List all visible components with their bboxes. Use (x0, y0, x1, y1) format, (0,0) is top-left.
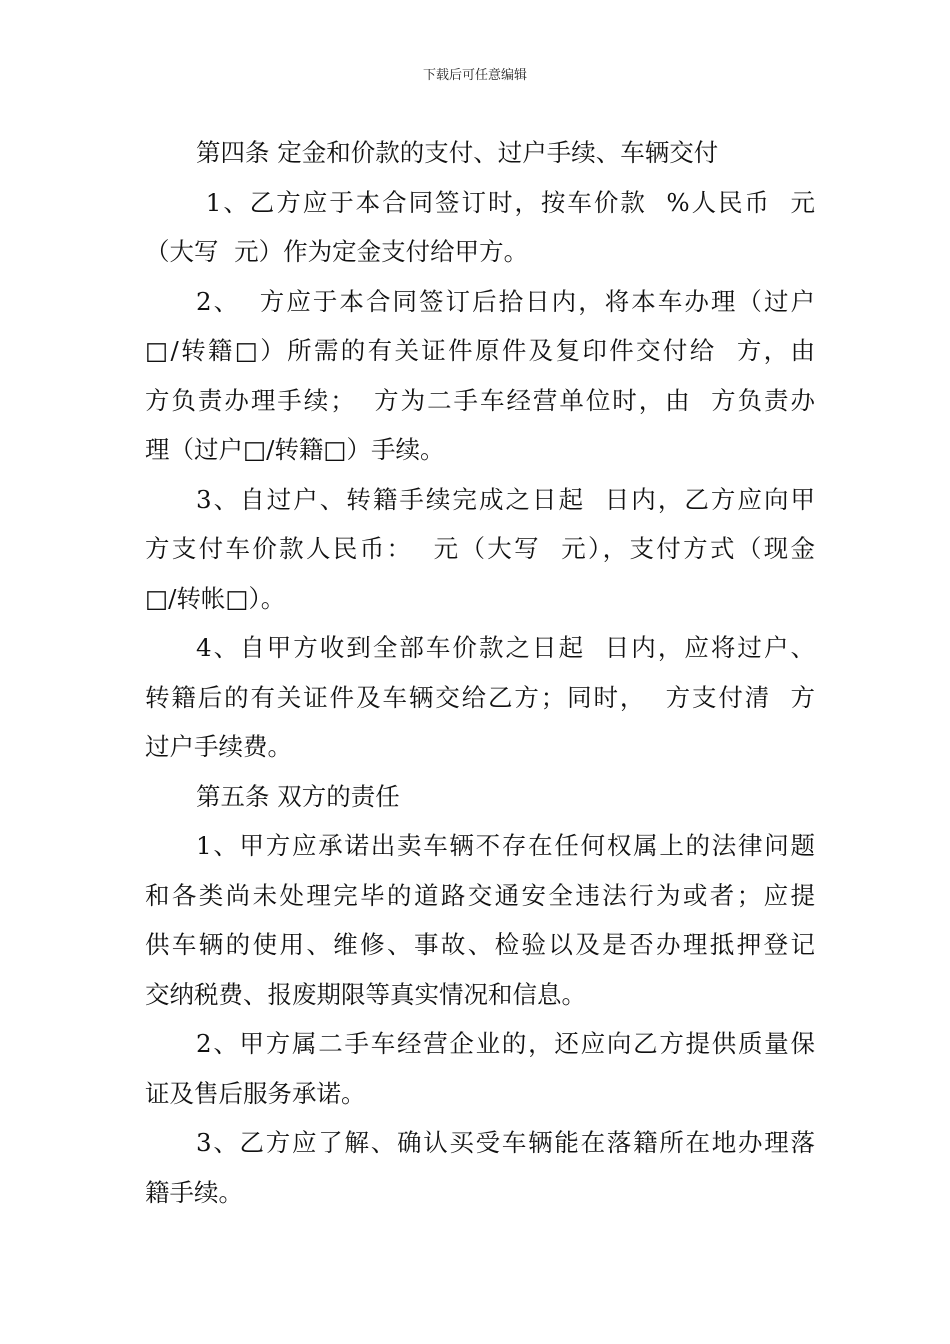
paragraph-line: 2、甲方属二手车经营企业的，还应向乙方提供质量保 (196, 1029, 815, 1058)
paragraph-line: 供车辆的使用、维修、事故、检验以及是否办理抵押登记 (145, 930, 815, 959)
article-5-heading: 第五条 双方的责任 (196, 781, 400, 811)
paragraph-line: 理（过户□/转籍□）手续。 (145, 435, 445, 464)
paragraph-line: 籍手续。 (145, 1177, 243, 1207)
paragraph-line: （大写 元）作为定金支付给甲方。 (145, 237, 529, 266)
contract-body (145, 128, 815, 1217)
paragraph-line: 4、自甲方收到全部车价款之日起 日内，应将过户、 (196, 633, 815, 662)
paragraph-line: 交纳税费、报废期限等真实情况和信息。 (145, 979, 586, 1009)
paragraph-line: 转籍后的有关证件及车辆交给乙方；同时， 方支付清 方 (145, 682, 815, 712)
paragraph-line: 方支付车价款人民币： 元（大写 元），支付方式（现金 (145, 534, 815, 563)
paragraph-line: 3、自过户、转籍手续完成之日起 日内，乙方应向甲 (196, 484, 815, 514)
paragraph-line: 过户手续费。 (145, 732, 292, 761)
paragraph-line: □/转籍□）所需的有关证件原件及复印件交付给 方，由 (145, 336, 815, 365)
paragraph-line: 3、乙方应了解、确认买受车辆能在落籍所在地办理落 (196, 1128, 815, 1157)
article-4-heading: 第四条 定金和价款的支付、过户手续、车辆交付 (196, 138, 719, 167)
paragraph-line: 1、乙方应于本合同签订时，按车价款 %人民币 元 (196, 187, 815, 217)
page-header: 下载后可任意编辑 (422, 68, 527, 83)
paragraph-line: □/转帐□）。 (145, 583, 286, 613)
paragraph-line: 2、 方应于本合同签订后拾日内，将本车办理（过户 (196, 286, 815, 316)
paragraph-line: 方负责办理手续； 方为二手车经营单位时，由 方负责办 (145, 385, 815, 415)
paragraph-line: 和各类尚未处理完毕的道路交通安全违法行为或者；应提 (145, 880, 815, 910)
paragraph-line: 证及售后服务承诺。 (145, 1078, 366, 1108)
paragraph-line: 1、甲方应承诺出卖车辆不存在任何权属上的法律问题 (196, 831, 815, 860)
